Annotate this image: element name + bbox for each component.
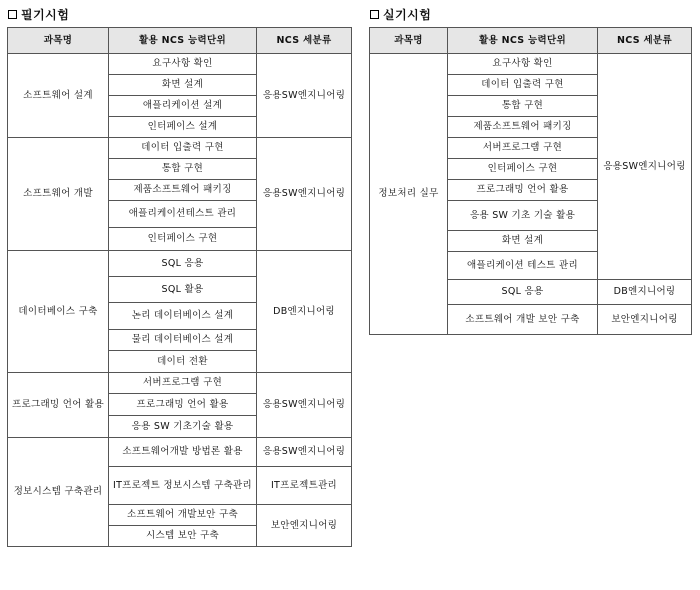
header-subject: 과목명 xyxy=(8,28,109,54)
unit-cell: 화면 설계 xyxy=(448,231,598,252)
subject-cell: 프로그래밍 언어 활용 xyxy=(8,373,109,438)
unit-cell: 데이터 전환 xyxy=(109,351,257,373)
subject-cell: 정보시스템 구축관리 xyxy=(8,438,109,547)
unit-cell: 프로그래밍 언어 활용 xyxy=(109,394,257,416)
unit-cell: 소프트웨어 개발 보안 구축 xyxy=(448,305,598,335)
table-row xyxy=(8,251,352,277)
unit-cell: 서버프로그램 구현 xyxy=(448,138,598,159)
header-subject: 과목명 xyxy=(370,28,448,54)
unit-cell: 요구사항 확인 xyxy=(109,54,257,75)
unit-cell: 애플리케이션 테스트 관리 xyxy=(448,252,598,280)
class-cell: 응용SW엔지니어링 xyxy=(257,373,352,438)
table-row xyxy=(8,373,352,394)
unit-cell: 프로그래밍 언어 활용 xyxy=(448,180,598,201)
unit-cell: 데이터 입출력 구현 xyxy=(109,138,257,159)
written-exam-table xyxy=(7,27,352,547)
unit-cell: 인터페이스 설계 xyxy=(109,117,257,138)
unit-cell: 통합 구현 xyxy=(109,159,257,180)
class-cell: 응용SW엔지니어링 xyxy=(257,438,352,467)
class-cell: 응용SW엔지니어링 xyxy=(257,54,352,138)
practical-title-text: 실기시험 xyxy=(383,8,432,22)
checkbox-square-icon xyxy=(8,10,17,19)
subject-cell: 소프트웨어 개발 xyxy=(8,138,109,251)
unit-cell: 제품소프트웨어 패키징 xyxy=(109,180,257,201)
unit-cell: 응용 SW 기초기술 활용 xyxy=(109,416,257,438)
unit-cell: SQL 응용 xyxy=(109,251,257,277)
checkbox-square-icon xyxy=(370,10,379,19)
subject-cell: 정보처리 실무 xyxy=(370,54,448,335)
unit-cell: 소프트웨어 개발보안 구축 xyxy=(109,505,257,526)
unit-cell: 물리 데이터베이스 설계 xyxy=(109,330,257,351)
unit-cell: 시스템 보안 구축 xyxy=(109,526,257,547)
table-row xyxy=(8,438,352,467)
unit-cell: 데이터 입출력 구현 xyxy=(448,75,598,96)
unit-cell: 인터페이스 구현 xyxy=(109,228,257,251)
table-row xyxy=(8,54,352,75)
header-class: NCS 세분류 xyxy=(598,28,692,54)
unit-cell: 통합 구현 xyxy=(448,96,598,117)
unit-cell: 응용 SW 기초 기술 활용 xyxy=(448,201,598,231)
unit-cell: 인터페이스 구현 xyxy=(448,159,598,180)
table-header-row xyxy=(8,28,352,54)
header-class: NCS 세분류 xyxy=(257,28,352,54)
unit-cell: SQL 활용 xyxy=(109,277,257,303)
subject-cell: 소프트웨어 설계 xyxy=(8,54,109,138)
practical-section-title xyxy=(370,6,431,23)
written-title-text: 필기시험 xyxy=(21,8,70,22)
unit-cell: 애플리케이션테스트 관리 xyxy=(109,201,257,228)
unit-cell: 애플리케이션 설계 xyxy=(109,96,257,117)
unit-cell: 화면 설계 xyxy=(109,75,257,96)
written-section-title xyxy=(8,6,69,23)
subject-cell: 데이터베이스 구축 xyxy=(8,251,109,373)
class-cell: DB엔지니어링 xyxy=(598,280,692,305)
unit-cell: 제품소프트웨어 패키징 xyxy=(448,117,598,138)
header-units: 활용 NCS 능력단위 xyxy=(448,28,598,54)
unit-cell: 서버프로그램 구현 xyxy=(109,373,257,394)
class-cell: 응용SW엔지니어링 xyxy=(257,138,352,251)
class-cell: 응용SW엔지니어링 xyxy=(598,54,692,280)
unit-cell: SQL 응용 xyxy=(448,280,598,305)
unit-cell: 소프트웨어개발 방법론 활용 xyxy=(109,438,257,467)
table-header-row xyxy=(370,28,692,54)
class-cell: 보안엔지니어링 xyxy=(598,305,692,335)
class-cell: IT프로젝트관리 xyxy=(257,467,352,505)
unit-cell: 요구사항 확인 xyxy=(448,54,598,75)
unit-cell: IT프로젝트 정보시스템 구축관리 xyxy=(109,467,257,505)
table-row xyxy=(8,138,352,159)
practical-exam-table xyxy=(369,27,692,335)
class-cell: DB엔지니어링 xyxy=(257,251,352,373)
table-row xyxy=(370,54,692,75)
unit-cell: 논리 데이터베이스 설계 xyxy=(109,303,257,330)
header-units: 활용 NCS 능력단위 xyxy=(109,28,257,54)
class-cell: 보안엔지니어링 xyxy=(257,505,352,547)
